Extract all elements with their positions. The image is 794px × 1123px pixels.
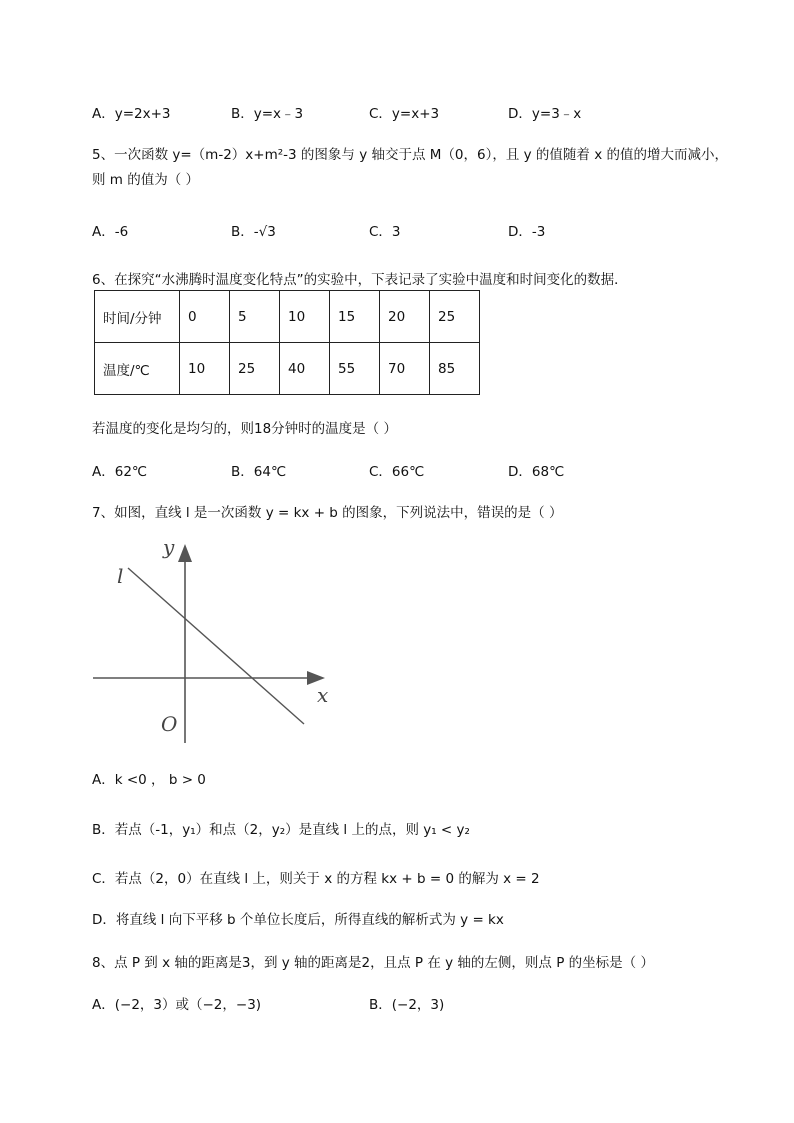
line-l [128,568,304,724]
temperature-header-cell: 温度/℃ [95,343,180,395]
q7-graph-figure [85,528,345,753]
q6-option-d: D．68℃ [508,464,565,480]
q5-option-a: A．-6 [92,224,129,240]
q7-option-a: A．k <0 ， b > 0 [92,772,206,788]
q8-option-a: A．(−2，3）或（−2，−3) [92,997,262,1013]
temperature-cell: 70 [380,343,430,395]
time-cell: 10 [280,291,330,343]
temperature-cell: 25 [230,343,280,395]
q6-question: 若温度的变化是均匀的，则18分钟时的温度是（ ） [92,421,397,437]
q5-option-b: B．-√3 [231,224,276,240]
x-axis-label: x [317,683,329,707]
q5-option-d: D．-3 [508,224,546,240]
table-row-time [95,291,480,343]
time-cell: 0 [180,291,230,343]
temperature-cell: 55 [330,343,380,395]
q6-option-a: A．62℃ [92,464,148,480]
table-row-temperature [95,343,480,395]
q5-option-c: C．3 [369,224,401,240]
q8-option-b: B．(−2，3) [369,997,445,1013]
y-axis-label: y [163,535,175,559]
q7-option-d: D．将直线 l 向下平移 b 个单位长度后，所得直线的解析式为 y = kx [92,912,504,928]
time-cell: 25 [430,291,480,343]
q8-stem: 8、点 P 到 x 轴的距离是3，到 y 轴的距离是2，且点 P 在 y 轴的左侧，则点 P 的坐标是（ ） [92,955,654,971]
q7-option-c: C．若点（2，0）在直线 l 上，则关于 x 的方程 kx + b = 0 的解为 x = 2 [92,871,540,887]
time-cell: 15 [330,291,380,343]
temperature-cell: 85 [430,343,480,395]
q5-stem-line1: 5、一次函数 y=（m-2）x+m²-3 的图象与 y 轴交于点 M（0，6），且 y 的值随着 x 的值的增大而减小， [92,147,728,163]
q7-option-b: B．若点（-1，y₁）和点（2，y₂）是直线 l 上的点，则 y₁ < y₂ [92,822,470,838]
time-cell: 20 [380,291,430,343]
q4-option-c: C．y=x+3 [369,106,440,122]
q4-option-d: D．y=3﹣x [508,106,582,122]
q6-stem: 6、在探究“水沸腾时温度变化特点”的实验中，下表记录了实验中温度和时间变化的数据． [92,272,628,288]
y-axis-arrow-icon [178,544,192,562]
line-l-label: l [117,564,124,588]
q5-stem-line2: 则 m 的值为（ ） [92,172,200,188]
time-cell: 5 [230,291,280,343]
temperature-cell: 10 [180,343,230,395]
q6-option-b: B．64℃ [231,464,287,480]
time-header-cell: 时间/分钟 [95,291,180,343]
q4-option-b: B．y=x﹣3 [231,106,304,122]
q7-stem: 7、如图，直线 l 是一次函数 y = kx + b 的图象，下列说法中，错误的是（ ） [92,505,563,521]
origin-label: O [161,712,178,736]
temperature-cell: 40 [280,343,330,395]
q6-data-table [94,290,480,395]
q6-option-c: C．66℃ [369,464,425,480]
q4-option-a: A．y=2x+3 [92,106,171,122]
